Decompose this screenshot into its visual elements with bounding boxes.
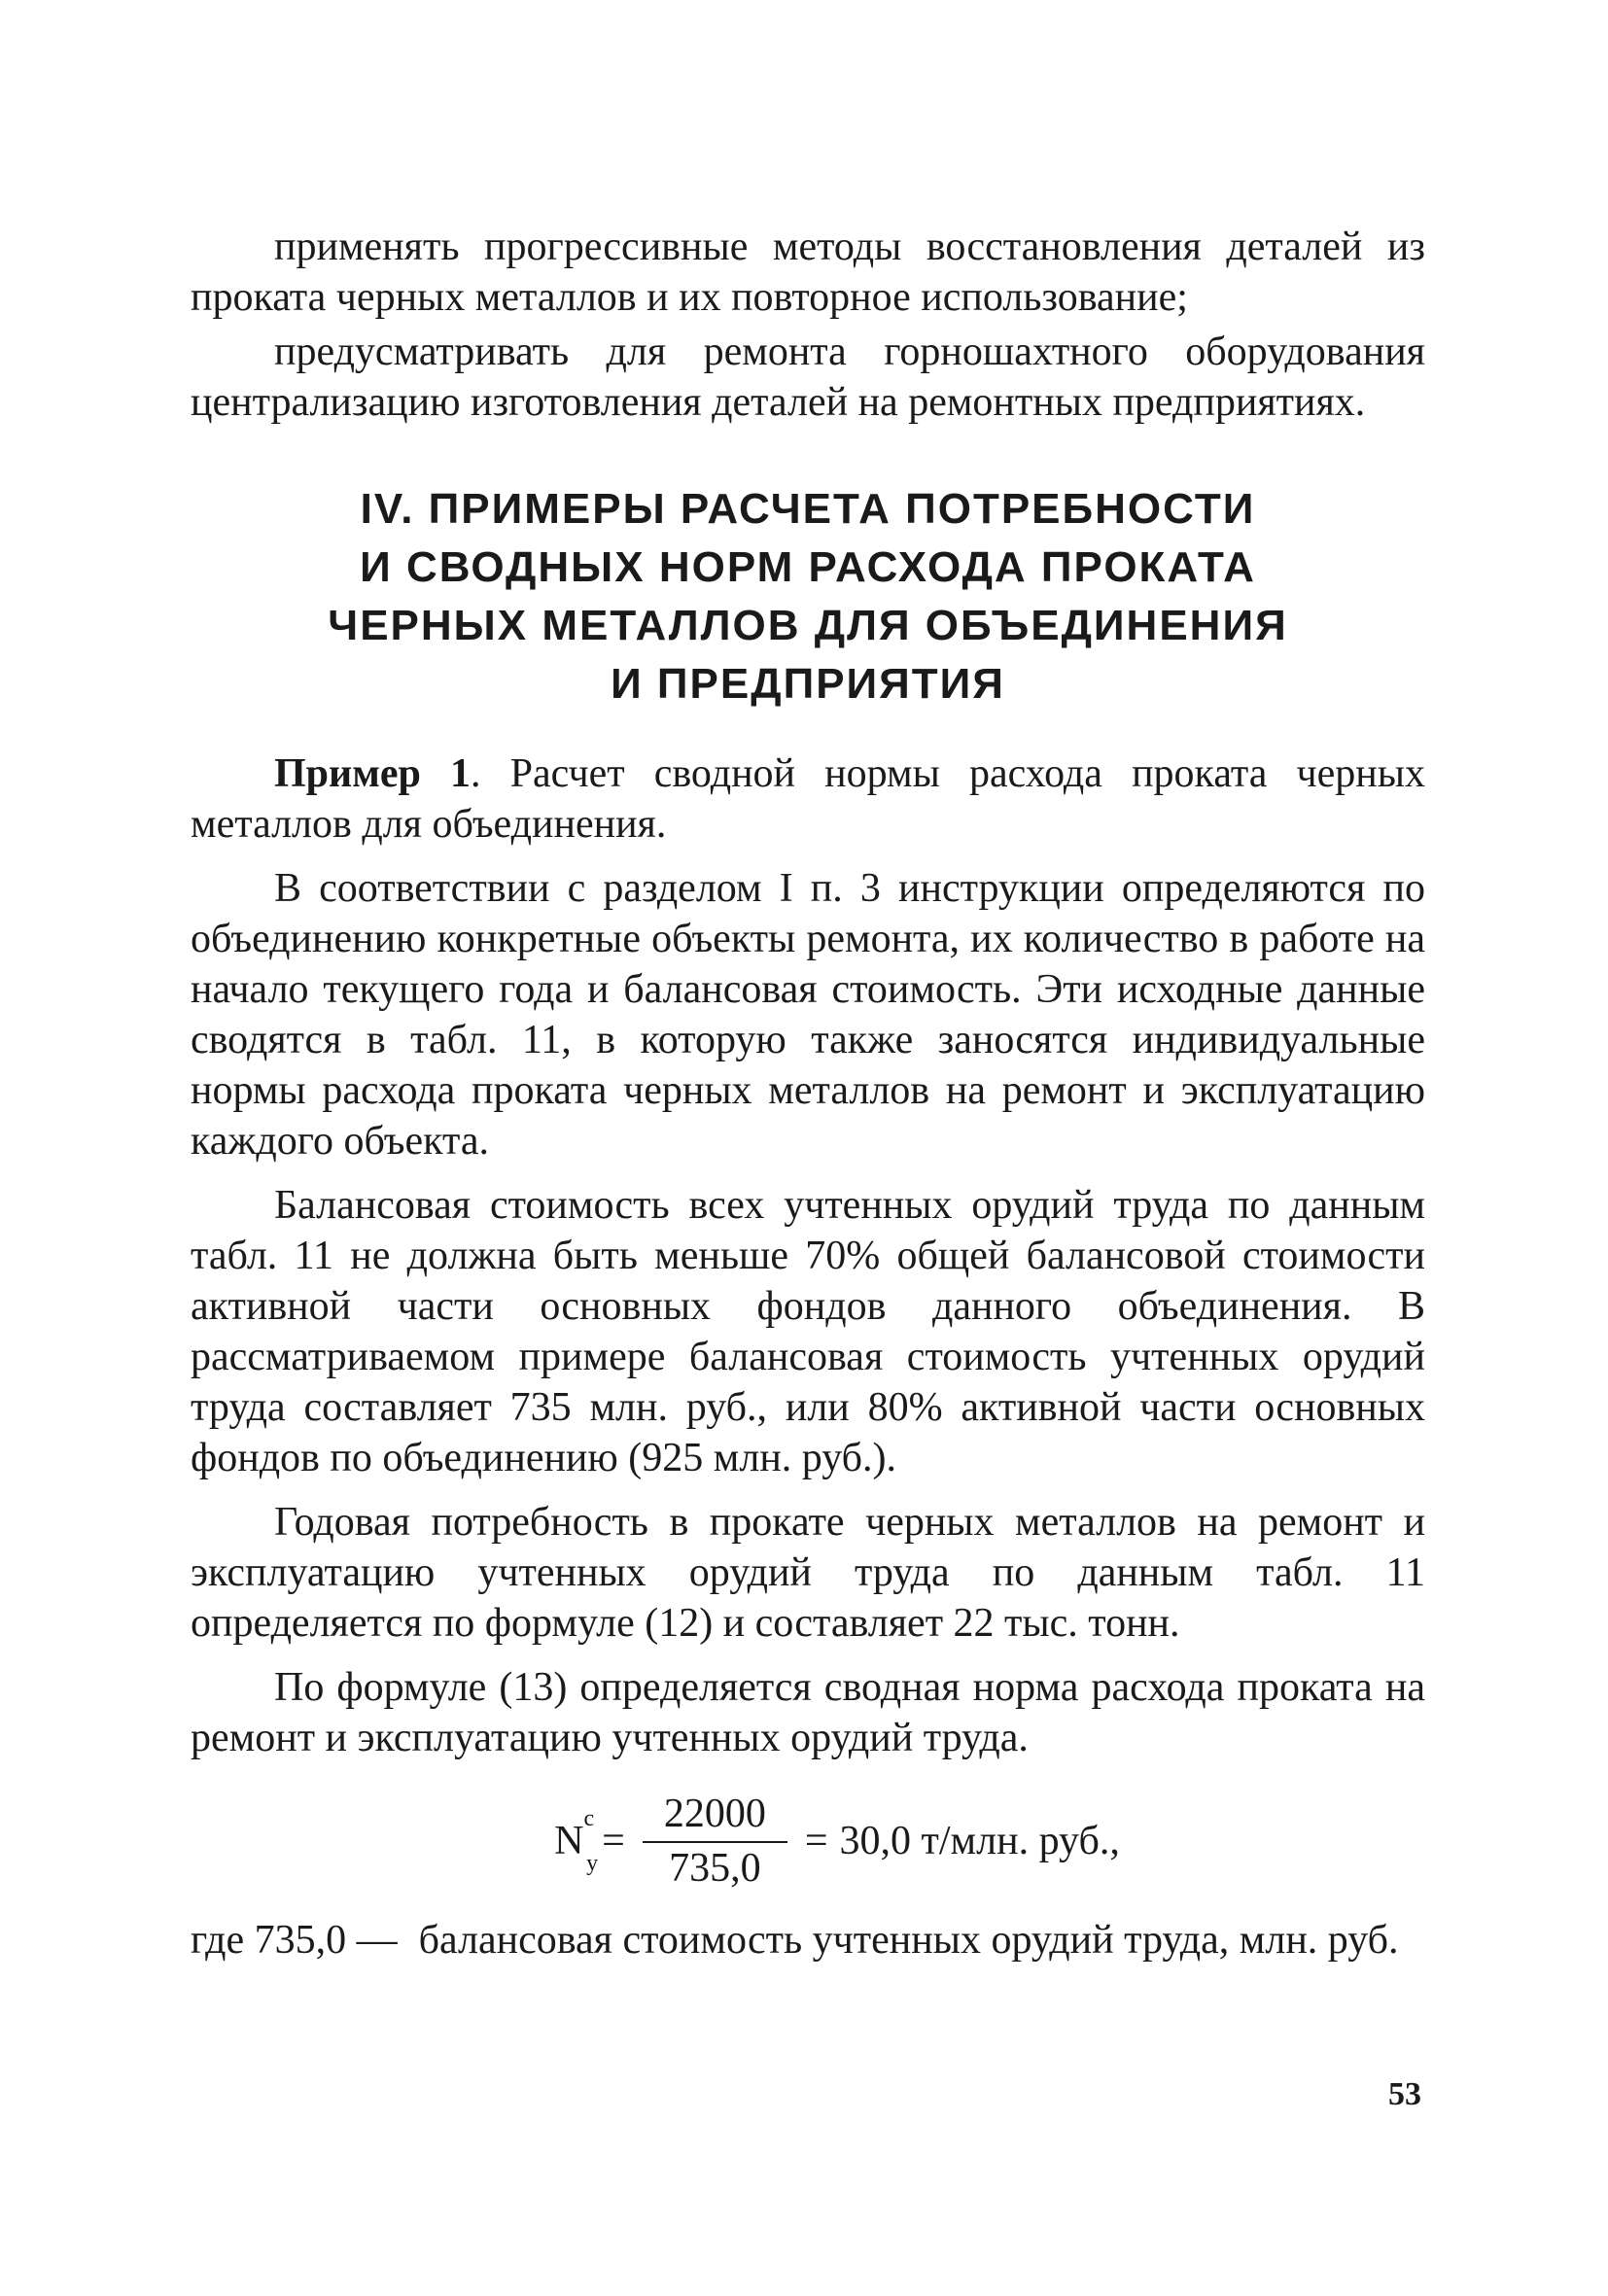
paragraph-annual-demand: Годовая потребность в прокате черных металлов на ремонт и эксплуатацию учтенных орудий труда по данным табл. 11 определяется по формуле (12) и составляет 22 тыс. тонн.	[191, 1500, 1425, 1646]
formula-fraction	[643, 1791, 787, 1892]
norm-formula	[191, 1783, 1425, 1899]
where-text: балансовая стоимость учтенных орудий труда, млн. руб.	[418, 1918, 1399, 1963]
formula-symbol	[554, 1806, 599, 1876]
paragraph-restore-parts: применять прогрессивные методы восстановления деталей из проката черных металлов и их повторное использование;	[191, 225, 1425, 320]
paragraph-centralization: предусматривать для ремонта горношахтного оборудования централизацию изготовления деталей на ремонтных предприятиях.	[191, 330, 1425, 425]
formula-symbol-letter: N	[554, 1819, 584, 1863]
where-clause	[191, 1915, 1425, 1966]
formula-equals-1: =	[602, 1819, 625, 1863]
example-title	[191, 748, 1425, 850]
heading-line-4: И ПРЕДПРИЯТИЯ	[611, 660, 1005, 708]
formula-denominator: 735,0	[669, 1846, 761, 1891]
example-label: Пример 1	[274, 751, 471, 796]
paragraph-objects: В соответствии с разделом I п. 3 инструкции определяются по объединению конкретные объекты ремонта, их количество в работе на начало текущего года и балансовая стоимость. Эти исходные данные сводятся в табл. 11, в которую также заносятся индивидуальные нормы расхода проката черных металлов на ремонт и эксплуатацию каждого объекта.	[191, 866, 1425, 1164]
formula-numerator: 22000	[643, 1791, 787, 1843]
heading-line-3: ЧЕРНЫХ МЕТАЛЛОВ ДЛЯ ОБЪЕДИНЕНИЯ	[328, 602, 1288, 649]
formula-subscript: y	[586, 1851, 599, 1876]
formula-superscript: c	[583, 1806, 595, 1831]
page-number: 53	[1388, 2076, 1421, 2112]
page-content	[191, 222, 1425, 1966]
where-label: где 735,0 —	[191, 1918, 398, 1963]
paragraph-formula-intro: По формуле (13) определяется сводная норма расхода проката на ремонт и эксплуатацию учтенных орудий труда.	[191, 1665, 1425, 1760]
heading-line-2: И СВОДНЫХ НОРМ РАСХОДА ПРОКАТА	[360, 543, 1256, 591]
example-title-text: . Расчет сводной нормы расхода проката черных металлов для объединения.	[191, 751, 1425, 847]
formula-equals-2: =	[804, 1819, 828, 1863]
section-heading	[191, 480, 1425, 713]
heading-line-1: IV. ПРИМЕРЫ РАСЧЕТА ПОТРЕБНОСТИ	[360, 485, 1256, 533]
paragraph-balance-cost: Балансовая стоимость всех учтенных орудий труда по данным табл. 11 не должна быть меньше 70% общей балансовой стоимости активной части основных фондов данного объединения. В рассматриваемом примере балансовая стоимость учтенных орудий труда составляет 735 млн. руб., или 80% активной части основных фондов по объединению (925 млн. руб.).	[191, 1183, 1425, 1480]
formula-result: 30,0 т/млн. руб.,	[839, 1819, 1120, 1863]
